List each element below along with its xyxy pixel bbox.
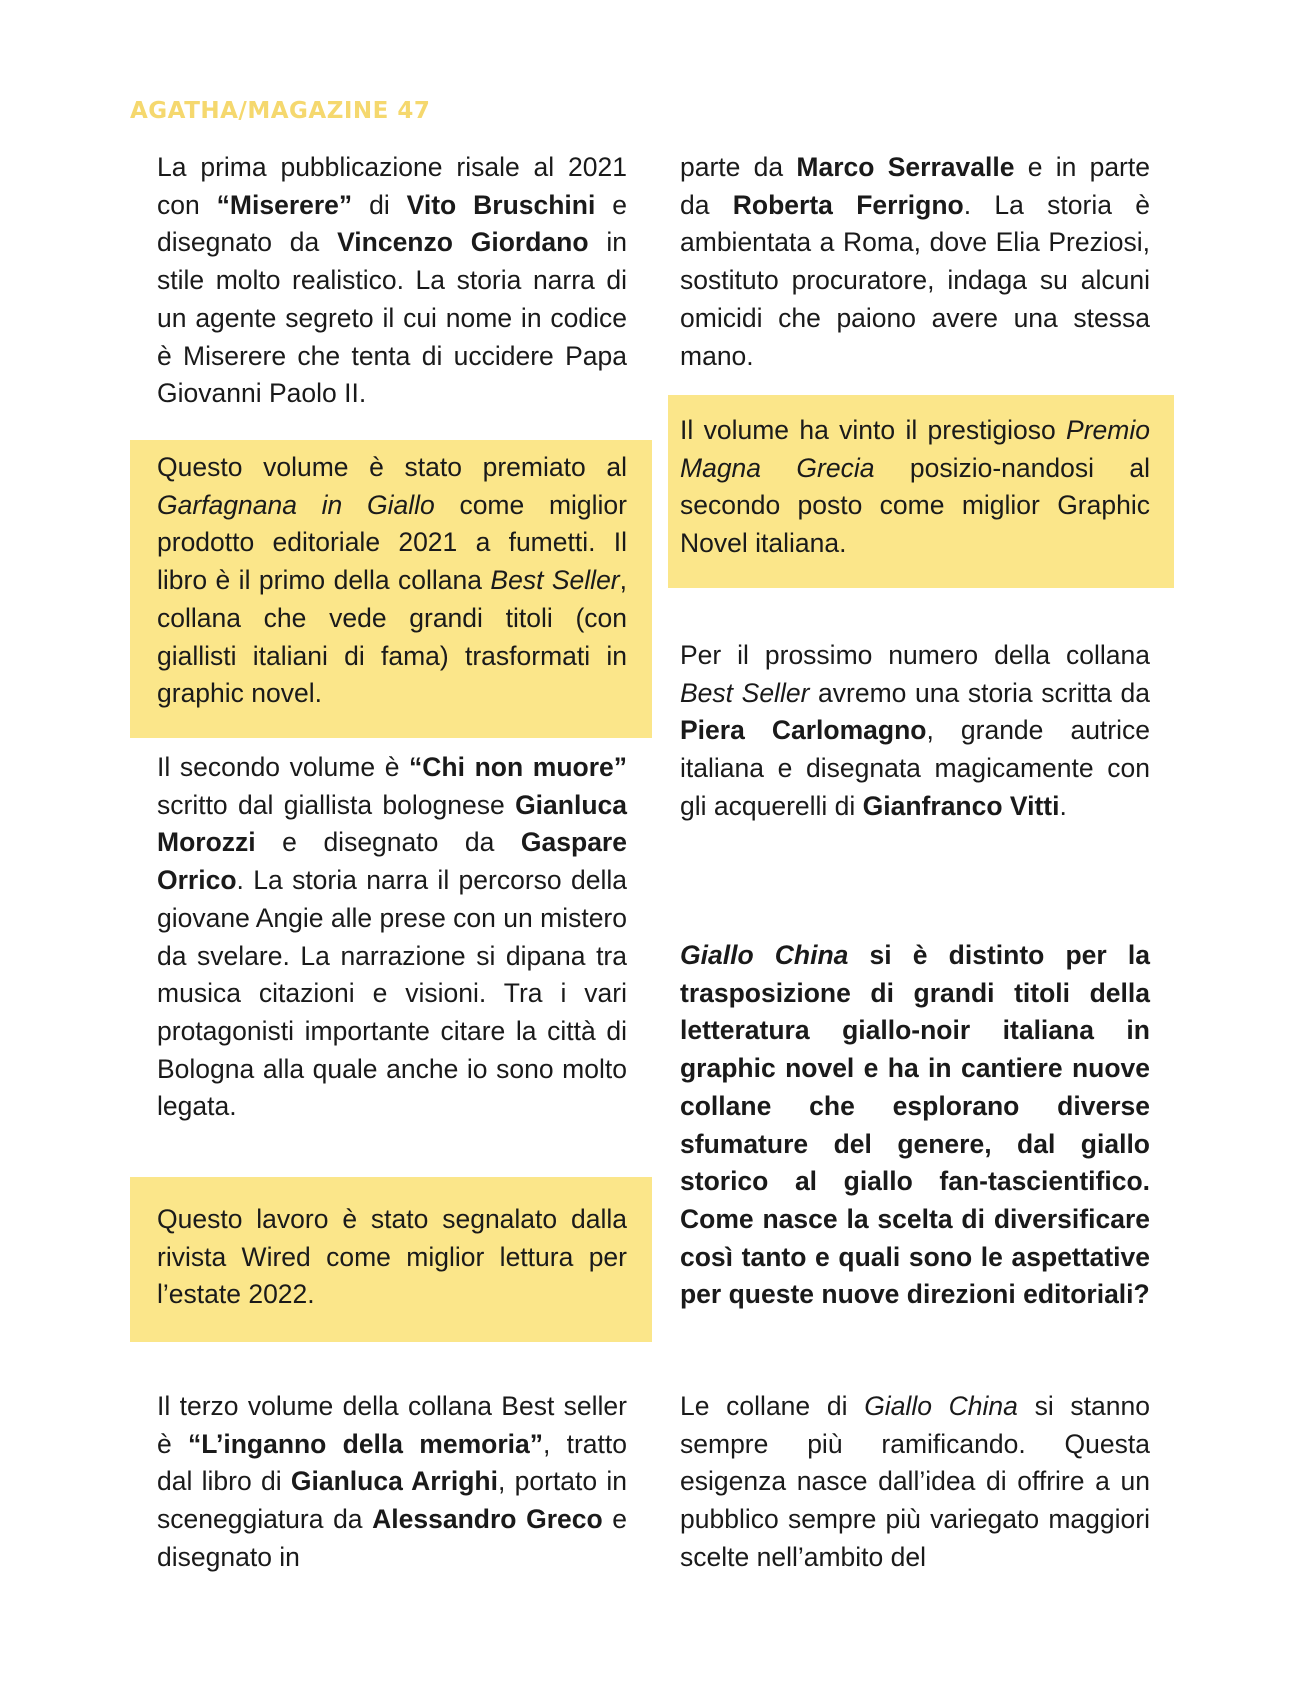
text-run: Marco Serravalle (796, 152, 1015, 182)
text-run: Il terzo volume della collana Best seller è (157, 1391, 627, 1459)
text-run: si è distinto per la trasposizione di grandi titoli della letteratura giallo-noir italiana in graphic novel e ha in cantiere nuove collane che esplorano diverse sfumature del genere, dal giallo storico al giallo fan-tascientifico. Come nasce la scelta di diversificare così tanto e quali sono le aspettative per queste nuove direzioni editoriali? (680, 940, 1150, 1310)
text-run: , grande autrice italiana e disegnata magicamente con gli acquerelli di (680, 715, 1150, 821)
left-paragraph-3 (157, 1388, 627, 1577)
paragraph-text (680, 412, 1150, 563)
text-run: Il volume ha vinto il prestigioso (680, 415, 1067, 445)
text-run: scritto dal giallista bolognese (157, 789, 516, 820)
left-paragraph-2 (157, 749, 627, 1126)
text-run: Le collane di (680, 1391, 865, 1421)
text-run: Roberta Ferrigno (732, 189, 964, 220)
text-run: Gianfranco Vitti (862, 790, 1060, 821)
text-run: Gianluca Arrighi (290, 1466, 498, 1497)
text-run: “L’inganno della memoria” (188, 1428, 543, 1459)
text-run: Giallo China (864, 1391, 1018, 1421)
right-paragraph-1 (680, 149, 1150, 375)
text-run: . La storia narra il percorso della giovane Angie alle prese con un mistero da svelare. La narrazione si dipana tra musica citazioni e visioni. Tra i vari protagonisti importante citare la città di Bologna alla quale anche io sono molto legata. (157, 865, 627, 1122)
right-paragraph-2 (680, 637, 1150, 826)
text-run: posizio-nandosi al secondo posto come miglior Graphic Novel italiana. (680, 452, 1150, 559)
text-run: di (352, 189, 407, 220)
left-paragraph-1 (157, 149, 627, 413)
text-run: e disegnato in (157, 1504, 628, 1572)
text-run: parte da (680, 152, 797, 182)
text-run: Premio Magna Grecia (680, 415, 1150, 483)
text-run: come miglior prodotto editoriale 2021 a fumetti. Il libro è il primo della collana (157, 489, 627, 596)
text-run: , tratto dal libro di (157, 1428, 627, 1497)
text-run: avremo una storia scritta da (809, 677, 1151, 708)
paragraph-text (680, 149, 1150, 375)
text-run: Piera Carlomagno (680, 715, 927, 746)
text-run: , collana che vede grandi titoli (con giallisti italiani di fama) trasformati in graphic novel. (157, 565, 628, 709)
text-run: si stanno sempre più ramificando. Questa esigenza nasce dall’idea di offrire a un pubblico sempre più variegato maggiori scelte nell’ambito del (680, 1391, 1150, 1572)
left-highlight-text-1 (157, 449, 627, 713)
paragraph-text (157, 1201, 627, 1314)
interview-question (680, 937, 1150, 1314)
text-run: Gianluca Morozzi (157, 789, 627, 858)
paragraph-text (680, 637, 1150, 826)
text-run: . La storia è ambientata a Roma, dove Elia Preziosi, sostituto procuratore, indaga su alcuni omicidi che paiono avere una stessa mano. (680, 189, 1151, 371)
text-run: e disegnato da (255, 827, 521, 858)
text-run: . (1059, 790, 1067, 821)
text-run: Giallo China (680, 940, 849, 970)
text-run: e disegnato da (157, 189, 627, 258)
paragraph-text (680, 937, 1150, 1314)
text-run: , portato in sceneggiatura da (157, 1466, 628, 1535)
text-run: e in parte da (680, 152, 1150, 220)
text-run: in stile molto realistico. La storia narra di un agente segreto il cui nome in codice è Miserere che tenta di uccidere Papa Giovanni Paolo II. (157, 227, 627, 409)
text-run: Garfagnana in Giallo (157, 489, 435, 520)
text-run: “Chi non muore” (409, 752, 627, 782)
magazine-header: AGATHA/MAGAZINE 47 (130, 98, 431, 124)
text-run: Vincenzo Giordano (337, 227, 589, 258)
paragraph-text (680, 1388, 1150, 1577)
text-run: Best Seller (490, 565, 620, 596)
text-run: Il secondo volume è (157, 752, 410, 782)
left-highlight-text-2 (157, 1201, 627, 1314)
text-run: Best Seller (680, 677, 810, 708)
text-run: Questo volume è stato premiato al (157, 452, 627, 482)
text-run: Questo lavoro è stato segnalato dalla rivista Wired come miglior lettura per l’estate 2022. (157, 1204, 627, 1310)
right-highlight-text-1 (680, 412, 1150, 563)
text-run: Vito Bruschini (406, 189, 596, 220)
text-run: La prima pubblicazione risale al 2021 con (157, 152, 627, 220)
paragraph-text (157, 149, 627, 413)
right-paragraph-3 (680, 1388, 1150, 1577)
paragraph-text (157, 749, 627, 1126)
paragraph-text (157, 449, 627, 713)
text-run: Gaspare Orrico (157, 827, 627, 896)
text-run: Alessandro Greco (372, 1504, 603, 1535)
paragraph-text (157, 1388, 627, 1577)
text-run: “Miserere” (216, 189, 353, 220)
text-run: Per il prossimo numero della collana (680, 640, 1150, 670)
